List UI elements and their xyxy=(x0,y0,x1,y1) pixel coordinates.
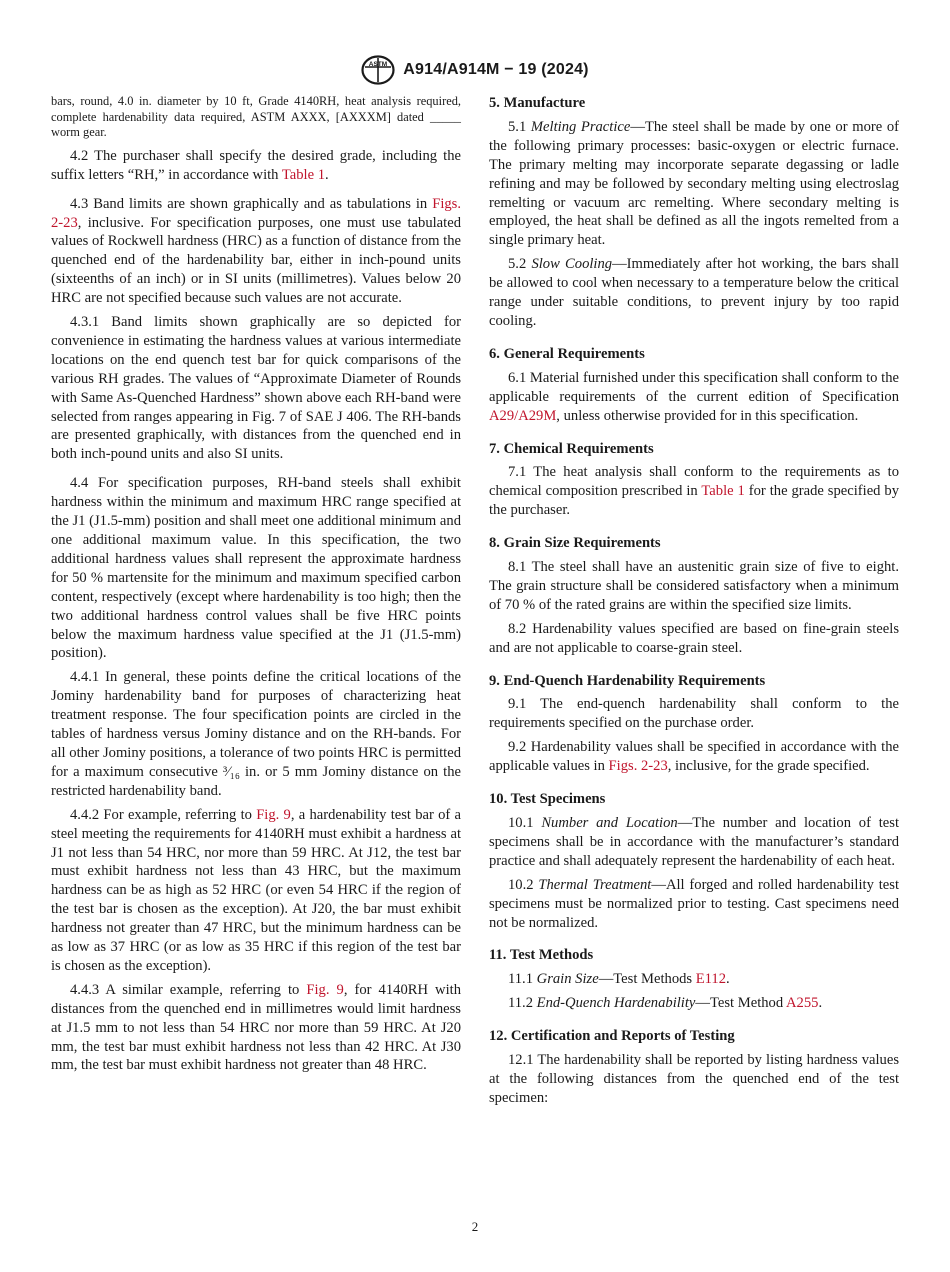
right-column xyxy=(489,94,899,1108)
section-4-4-2: 4.4.2 For example, referring to Fig. 9, a hardenability test bar of a steel meeting the requirements for 4140RH must exhibit a hardness at J1 not less than 54 HRC, nor more than 59 HRC. At J12, the test bar must exhibit hardness not less than 43 HRC, but the maximum hardness can be as high as 52 HRC (or even 54 HRC if the region of the test bar is chosen as the exception). At J20, the bar must exhibit hardness not greater than 47 HRC, but the minimum hardness can be as low as 37 HRC (or as low as 35 HRC if this region of the test bar is chosen as the exception). xyxy=(51,806,462,974)
section-4-3-1: 4.3.1 Band limits shown graphically are so depicted for convenience in estimating the hardness values at various intermediate locations on the end quench test bar for quick comparisons of the various RH grades. The values of “Approximate Diameter of Rounds with Same As-Quenched Hardness” shown above each RH-band were selected from ranges appearing in Fig. 7 of SAE J 406. The RH-bands are presented graphically, with distances from the quenched end in both inch-pound units and also SI units. xyxy=(51,314,461,463)
section-10-2: 10.2 Thermal Treatment—All forged and rolled hardenability test specimens must be normalized prior to testing. Cast specimens need not be normalized. xyxy=(489,876,899,931)
figs-2-23-link[interactable]: Figs. 2-23 xyxy=(51,195,461,231)
a255-link[interactable]: A255 xyxy=(786,995,819,1012)
section-6-1: 6.1 Material furnished under this specification shall conform to the applicable requirements of the current edition of Specification A29/A29M, unless otherwise provided for in this specification. xyxy=(489,369,899,424)
page-header xyxy=(0,54,950,86)
fig-9-link[interactable]: Fig. 9 xyxy=(256,806,291,823)
section-11-1: 11.1 Grain Size—Test Methods E112. xyxy=(508,971,730,988)
table-1-link[interactable]: Table 1 xyxy=(281,166,326,183)
a29-link[interactable]: A29/A29M xyxy=(489,407,557,424)
astm-logo-icon xyxy=(361,55,395,85)
fig-9-link[interactable]: Fig. 9 xyxy=(306,981,344,998)
section-9-2: 9.2 Hardenability values shall be specified in accordance with the applicable values in Figs. 2-23, inclusive, for the grade specified. xyxy=(489,739,899,775)
section-5-2: 5.2 Slow Cooling—Immediately after hot working, the bars shall be allowed to cool when necessary to a temperature below the critical range under suitable conditions, to prevent injury by too rapid cooling. xyxy=(489,256,900,329)
figs-2-23-link[interactable]: Figs. 2-23 xyxy=(608,758,668,775)
section-12-1: 12.1 The hardenability shall be reported by listing hardness values at the following distances from the quenched end of the test specimen: xyxy=(489,1052,899,1106)
page-number: 2 xyxy=(471,1219,479,1234)
heading-test-specimens: 10. Test Specimens xyxy=(489,791,606,808)
section-11-2: 11.2 End-Quench Hardenability—Test Method A255. xyxy=(508,995,823,1012)
section-4-4: 4.4 For specification purposes, RH-band steels shall exhibit hardness within the minimum and maximum HRC range specified at the J1 (J1.5-mm) position and shall meet one additional minimum and one additional maximum value. In this specification, the two additional hardness values shall represent the approximate hardness for 50 % martensite for the minimum and maximum specified carbon content, respectively (except where hardenability is too high; then the two additional hardness control values shall be five HRC points below the maximum hardness value specified at the J1 (J1.5-mm) position). xyxy=(51,475,461,662)
section-5-1: 5.1 Melting Practice—The steel shall be made by one or more of the following primary processes: basic-oxygen or electric furnace. The primary melting may incorporate separate degassing or ladle refining and may be followed by secondary melting using electroslag remelting or vacuum arc remelting. Where secondary melting is employed, the heat shall be defined as all the ingots remelted from a single primary heat. xyxy=(489,118,899,249)
heading-general-requirements: 6. General Requirements xyxy=(489,345,645,362)
heading-certification: 12. Certification and Reports of Testing xyxy=(489,1028,735,1045)
heading-end-quench: 9. End-Quench Hardenability Requirements xyxy=(489,672,766,689)
section-4-4-3: 4.4.3 A similar example, referring to Fig. 9, for 4140RH with distances from the quenched end in millimetres would limit hardness at J1.5 mm to not less than 54 HRC nor more than 59 HRC. At J20 mm, the test bar must exhibit hardness not less than 42 HRC. At J30 mm, the test bar must exhibit hardness not greater than 48 HRC. xyxy=(51,981,461,1074)
section-4-3: 4.3 Band limits are shown graphically and as tabulations in Figs. 2-23, inclusive. For specification purposes, one must use tabulated values of Rockwell hardness (HRC) as a function of distance from the quenched end of the hardenability bar, either in inch-pound units (sixteenths of an inch) or in SI units (millimetres). Values below 20 HRC are not specified because such values are not accurate. xyxy=(51,195,461,307)
heading-grain-size: 8. Grain Size Requirements xyxy=(489,535,661,552)
document-title: A914/A914M − 19 (2024) xyxy=(403,61,589,78)
table-1-link[interactable]: Table 1 xyxy=(701,483,745,500)
section-4-2: 4.2 The purchaser shall specify the desired grade, including the suffix letters “RH,” in accordance with Table 1. xyxy=(51,147,461,183)
left-column xyxy=(51,94,461,1075)
order-example-text: bars, round, 4.0 in. diameter by 10 ft, Grade 4140RH, heat analysis required, complete hardenability data required, ASTM AXXX, [AXXXM] dated _____ worm gear. xyxy=(51,94,461,140)
section-7-1: 7.1 The heat analysis shall conform to the requirements as to chemical composition prescribed in Table 1 for the grade specified by the purchaser. xyxy=(489,464,899,519)
e112-link[interactable]: E112 xyxy=(695,971,727,988)
section-9-1: 9.1 The end-quench hardenability shall conform to the requirements specified on the purchase order. xyxy=(489,696,899,732)
section-8-1: 8.1 The steel shall have an austenitic grain size of five to eight. The grain structure shall be considered satisfactory when a minimum of 70 % of the rated grains are within the specified size limits. xyxy=(489,559,899,613)
svg-text:ASTM: ASTM xyxy=(369,61,388,68)
heading-manufacture: 5. Manufacture xyxy=(489,95,586,111)
heading-chemical-requirements: 7. Chemical Requirements xyxy=(489,440,654,457)
heading-test-methods: 11. Test Methods xyxy=(489,947,594,964)
section-10-1: 10.1 Number and Location—The number and location of test specimens shall be in accordance with the manufacturer’s standard practice and shall adequately represent the hardenability of each heat. xyxy=(489,815,899,869)
section-8-2: 8.2 Hardenability values specified are based on fine-grain steels and are not applicable to coarse-grain steel. xyxy=(489,620,899,656)
section-4-4-1: 4.4.1 In general, these points define the critical locations of the Jominy hardenability band for purposes of characterizing heat treatment response. The four specification points are circled in the tables of hardness versus Jominy distance and on the RH-bands. For all other Jominy positions, a tolerance of two points HRC is permitted for a maximum consecutive ³⁄₁₆ in. or 5 mm Jominy distance on the restricted hardenability band. xyxy=(51,669,461,799)
